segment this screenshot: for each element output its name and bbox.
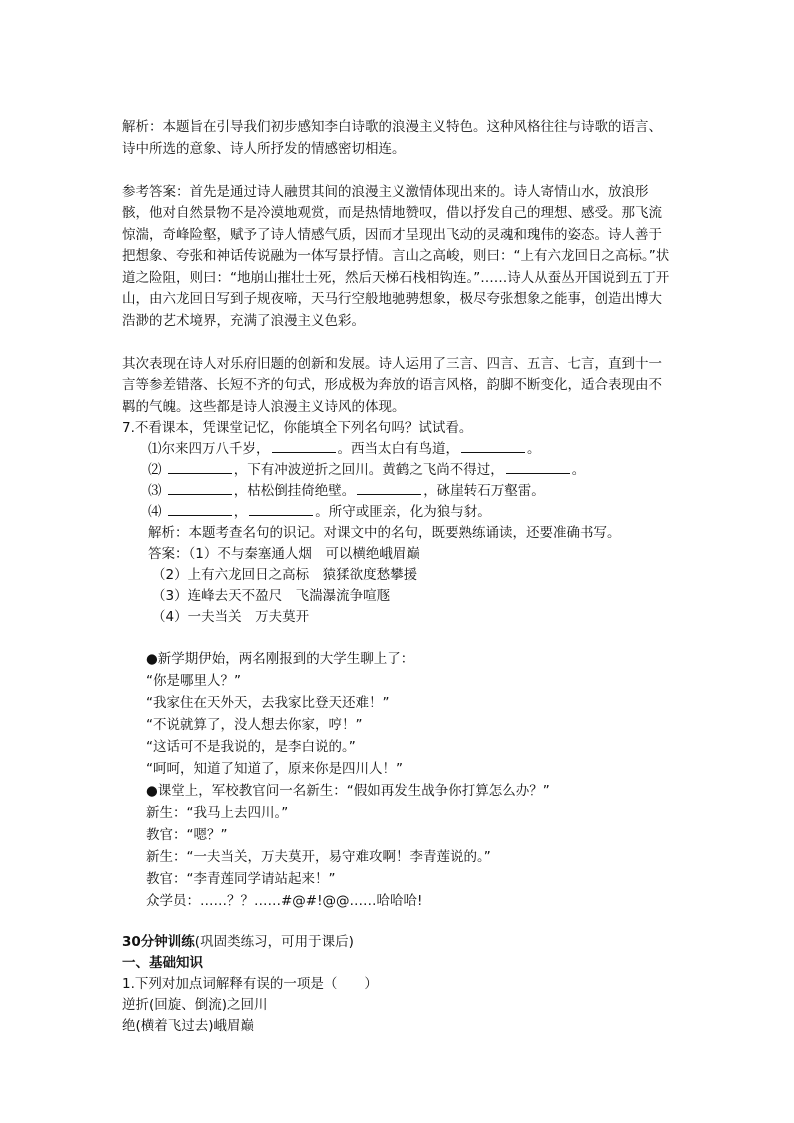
joke-line: “这话可不是我说的，是李白说的。”: [146, 739, 356, 755]
training-heading-bold: 30分钟训练: [122, 934, 195, 950]
joke-line: “你是哪里人？”: [146, 673, 241, 689]
joke-line: 教官：“李青莲同学请站起来！”: [146, 871, 336, 887]
answer-line-3: （3）连峰去天不盈尺 飞湍瀑流争喧豗: [152, 588, 391, 604]
answer-line-2: （2）上有六龙回日之高标 猿猱欲度愁攀援: [152, 567, 418, 583]
section-heading: 一、基础知识: [122, 955, 203, 971]
blank-line[interactable]: [357, 482, 421, 495]
option-line: 逆折(回旋、倒流)之回川: [122, 997, 268, 1013]
question-1: 1.下列对加点词解释有误的一项是（ ）: [122, 976, 378, 992]
fill-item-4: ⑷ ， 。所守或匪亲，化为狼与豺。: [148, 504, 491, 520]
blank-line[interactable]: [168, 482, 232, 495]
document-content: [122, 117, 672, 1037]
joke-line: ●新学期伊始，两名刚报到的大学生聊上了：: [146, 651, 415, 667]
second-point-paragraph: 其次表现在诗人对乐府旧题的创新和发展。诗人运用了三言、四言、五言、七言，直到十一言等参差错落、长短不齐的句式，形成极为奔放的语言风格，韵脚不断变化，适合表现由不羁的气魄。这些都是诗人浪漫主义诗风的体现。: [122, 355, 662, 415]
analysis-paragraph: 解析：本题旨在引导我们初步感知李白诗歌的浪漫主义特色。这种风格往往与诗歌的语言、诗中所选的意象、诗人所抒发的情感密切相连。: [122, 119, 662, 157]
joke-line: 新生：“我马上去四川。”: [146, 805, 289, 821]
answer-line-1: 答案：（1）不与秦塞通人烟 可以横绝峨眉巅: [148, 546, 420, 562]
joke-line: ●课堂上，军校教官问一名新生：“假如再发生战争你打算怎么办？”: [146, 783, 550, 799]
question-7-analysis: 解析：本题考查名句的识记。对课文中的名句，既要熟练诵读，还要准确书写。: [148, 525, 621, 541]
joke-line: “不说就算了，没人想去你家，哼！”: [146, 717, 363, 733]
blank-line[interactable]: [168, 461, 232, 474]
blank-line[interactable]: [461, 440, 525, 453]
training-heading-note: (巩固类练习，可用于课后): [194, 934, 354, 950]
blank-line[interactable]: [506, 461, 570, 474]
training-heading: [122, 932, 672, 953]
blank-line[interactable]: [249, 503, 313, 516]
reference-answer-paragraph: 参考答案：首先是通过诗人融贯其间的浪漫主义激情体现出来的。诗人寄情山水，放浪形骸，他对自然景物不是冷漠地观赏，而是热情地赞叹，借以抒发自己的理想、感受。那飞流惊湍，奇峰险壑，赋予了诗人情感气质，因而才呈现出飞动的灵魂和瑰伟的姿态。诗人善于把想象、夸张和神话传说融为一体写景抒情。言山之高峻，则曰：“上有六龙回日之高标。”状道之险阻，则曰：“地崩山摧壮士死，然后天梯石栈相钩连。”……诗人从蚕丛开国说到五丁开山，由六龙回日写到子规夜啼，天马行空般地驰骋想象，极尽夸张想象之能事，创造出博大浩渺的艺术境界，充满了浪漫主义色彩。: [122, 183, 670, 329]
joke-line: “呵呵，知道了知道了，原来你是四川人！”: [146, 761, 403, 777]
blank-line[interactable]: [272, 440, 336, 453]
fill-item-2: ⑵ ，下有冲波逆折之回川。黄鹤之飞尚不得过， 。: [148, 462, 586, 478]
option-line: 绝(横着飞过去)峨眉巅: [122, 1018, 255, 1034]
answer-line-4: （4）一夫当关 万夫莫开: [152, 609, 310, 625]
joke-line: “我家住在天外天，去我家比登天还难！”: [146, 695, 390, 711]
joke-line: 众学员：……？？……#@#!@@……哈哈哈!: [146, 893, 423, 909]
fill-item-3: ⑶ ，枯松倒挂倚绝壁。 ，砯崖转石万壑雷。: [148, 483, 545, 499]
fill-item-1: ⑴尔来四万八千岁， 。西当太白有鸟道， 。: [148, 441, 541, 457]
question-7-title: 7.不看课本，凭课堂记忆，你能填全下列名句吗？试试看。: [122, 420, 473, 436]
blank-line[interactable]: [168, 503, 232, 516]
joke-line: 新生：“一夫当关，万夫莫开，易守难攻啊！李青莲说的。”: [146, 849, 491, 865]
joke-line: 教官：“嗯？”: [146, 827, 228, 843]
